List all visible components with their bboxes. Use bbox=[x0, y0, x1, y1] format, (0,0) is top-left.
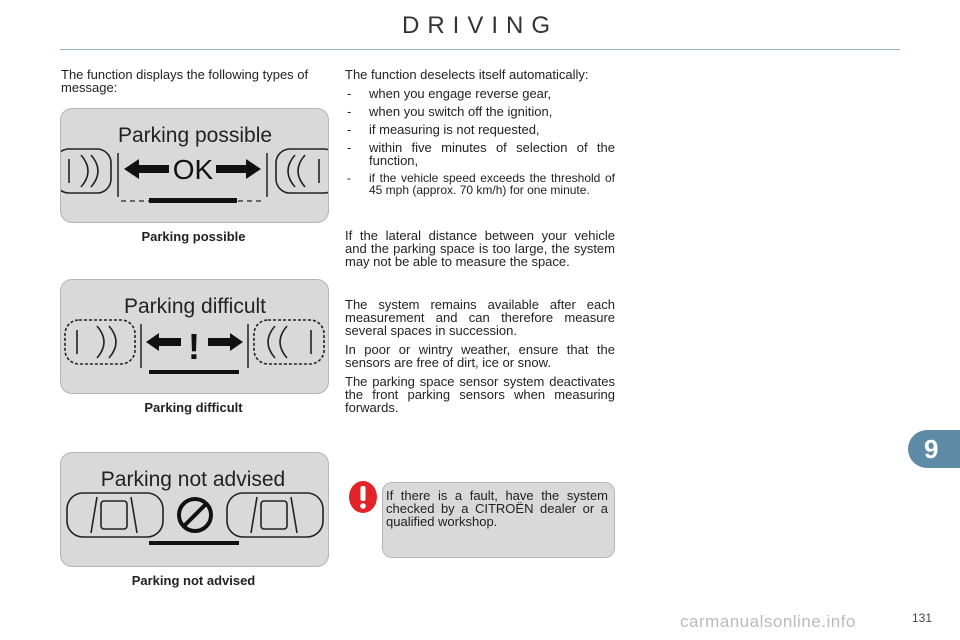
parking-difficult-illustration bbox=[61, 280, 328, 393]
arrow-right-icon bbox=[216, 159, 261, 179]
paragraph-text: The parking space sensor system deactivates the front parking sensors when measuring forwards. bbox=[345, 374, 615, 415]
parking-not-advised-illustration bbox=[61, 453, 328, 566]
intro-text: The function displays the following types of message: bbox=[61, 67, 309, 95]
exclamation-symbol: ! bbox=[188, 326, 200, 367]
ok-symbol: OK bbox=[172, 154, 214, 185]
paragraph-text: The system remains available after each measurement and can therefore measure several spaces in succession. bbox=[345, 297, 615, 338]
deselect-list bbox=[345, 87, 615, 196]
list-item: - if the vehicle speed exceeds the threshold of 45 mph (approx. 70 km/h) for one minute. bbox=[345, 172, 615, 196]
car-left-icon bbox=[61, 149, 111, 193]
list-item: - when you engage reverse gear, bbox=[345, 87, 615, 100]
paragraph-text: In poor or wintry weather, ensure that the sensors are free of dirt, ice or snow. bbox=[345, 342, 615, 370]
paragraph-text: If the lateral distance between your vehicle and the parking space is too large, the system may not be able to measure the space. bbox=[345, 228, 615, 269]
parking-possible-panel bbox=[60, 108, 329, 223]
car-left-icon bbox=[65, 320, 135, 364]
panel-title: Parking difficult bbox=[123, 295, 267, 318]
parking-possible-illustration bbox=[61, 109, 328, 222]
arrow-right-icon bbox=[208, 333, 243, 351]
lateral-distance-paragraph bbox=[345, 229, 615, 268]
deselect-intro: The function deselects itself automatically: bbox=[345, 67, 589, 82]
exclamation-icon bbox=[348, 480, 378, 514]
page-title: DRIVING bbox=[401, 12, 558, 39]
list-item: - within five minutes of selection of the function, bbox=[345, 141, 615, 167]
panel-title: Parking not advised bbox=[100, 468, 286, 491]
parking-difficult-caption: Parking difficult bbox=[144, 400, 243, 415]
parking-not-advised-panel bbox=[60, 452, 329, 567]
chapter-tab[interactable]: 9 bbox=[908, 430, 960, 468]
list-item: - if measuring is not requested, bbox=[345, 123, 615, 136]
page-number: 131 bbox=[912, 611, 933, 625]
parking-not-advised-caption: Parking not advised bbox=[131, 573, 256, 588]
car-right-icon bbox=[276, 149, 328, 193]
warning-text: If there is a fault, have the system checked by a CITROËN dealer or a qualified workshop. bbox=[386, 488, 608, 529]
car-right-icon bbox=[227, 493, 323, 537]
car-left-icon bbox=[67, 493, 163, 537]
parking-difficult-panel bbox=[60, 279, 329, 394]
header-rule bbox=[60, 49, 900, 50]
list-item: - when you switch off the ignition, bbox=[345, 105, 615, 118]
parking-possible-caption: Parking possible bbox=[141, 229, 246, 244]
no-entry-icon bbox=[179, 499, 211, 531]
arrow-left-icon bbox=[146, 333, 181, 351]
car-right-icon bbox=[254, 320, 324, 364]
arrow-left-icon bbox=[124, 159, 169, 179]
availability-section bbox=[345, 298, 615, 414]
panel-title: Parking possible bbox=[117, 124, 273, 147]
watermark: carmanualsonline.info bbox=[680, 612, 856, 631]
deselect-section bbox=[345, 68, 615, 201]
